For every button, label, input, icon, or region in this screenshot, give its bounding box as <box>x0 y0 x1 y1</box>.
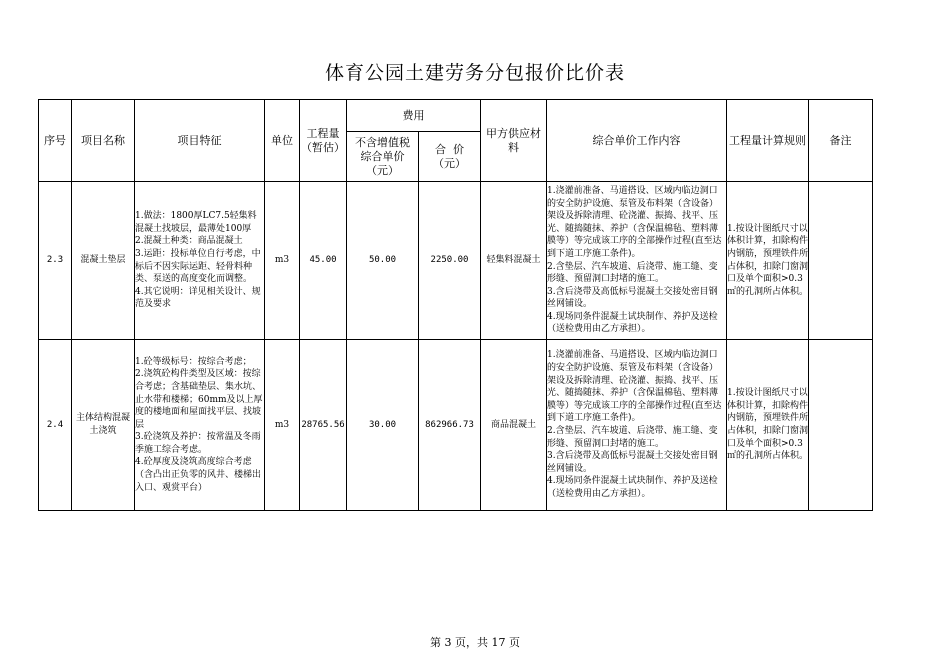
page-footer: 第 3 页，共 17 页 <box>430 636 520 649</box>
row-unit: m3 <box>265 182 300 340</box>
row-work-content: 1.浇灌前准备、马道搭设、区域内临边洞口的安全防护设施、泵管及布料架（含设备）架设及拆除清理、砼浇灌、振捣、找平、压光、随捣随抹、养护（含保温棉毡、塑料薄膜等）等完成该工序的全部操作过程(直至达到下道工序施工条件)。 2.含垫层、汽车坡道、后浇带、施工缝、变形缝、预留洞口封堵的施工。 3.含后浇带及高低标号混凝土交接处密目钢丝网铺设。 4.现场同条件混凝土试块制作、养护及送检（送检费用由乙方承担）。 <box>547 340 727 511</box>
header-seq: 序号 <box>39 100 72 182</box>
row-features: 1.砼等级标号：按综合考虑； 2.浇筑砼构件类型及区域：按综合考虑；含基础垫层、集水坑、止水带和楼梯；60mm及以上厚度的楼地面和屋面找平层、找坡层 3.砼浇筑及养护：按常温及冬雨季施工综合考虑。 4.砼厚度及浇筑高度综合考虑（含凸出正负零的风井、楼梯出入口、观赏平台） <box>135 340 265 511</box>
header-fee: 费用 <box>347 100 481 132</box>
row-qty: 45.00 <box>300 182 347 340</box>
row-remark <box>809 340 873 511</box>
row-unit-price: 30.00 <box>347 340 419 511</box>
row-qty: 28765.56 <box>300 340 347 511</box>
row-supplied: 商品混凝土 <box>481 340 547 511</box>
header-row-1 <box>39 100 873 132</box>
header-features: 项目特征 <box>135 100 265 182</box>
row-unit: m3 <box>265 340 300 511</box>
row-supplied: 轻集料混凝土 <box>481 182 547 340</box>
row-work-content: 1.浇灌前准备、马道搭设、区域内临边洞口的安全防护设施、泵管及布料架（含设备）架设及拆除清理、砼浇灌、振捣、找平、压光、随捣随抹、养护（含保温棉毡、塑料薄膜等）等完成该工序的全部操作过程(直至达到下道工序施工条件)。 2.含垫层、汽车坡道、后浇带、施工缝、变形缝、预留洞口封堵的施工。 3.含后浇带及高低标号混凝土交接处密目钢丝网铺设。 4.现场同条件混凝土试块制作、养护及送检（送检费用由乙方承担）。 <box>547 182 727 340</box>
row-total: 2250.00 <box>419 182 481 340</box>
row-rules: 1.按设计图纸尺寸以体积计算，扣除构件内钢筋，预埋铁件所占体积，扣除门窗洞口及单个面积>0.3㎡的孔洞所占体积。 <box>727 182 809 340</box>
header-name: 项目名称 <box>72 100 135 182</box>
row-total: 862966.73 <box>419 340 481 511</box>
row-seq: 2.4 <box>39 340 72 511</box>
header-remark: 备注 <box>809 100 873 182</box>
row-unit-price: 50.00 <box>347 182 419 340</box>
row-seq: 2.3 <box>39 182 72 340</box>
header-work-content: 综合单价工作内容 <box>547 100 727 182</box>
row-rules: 1.按设计图纸尺寸以体积计算，扣除构件内钢筋，预埋铁件所占体积，扣除门窗洞口及单个面积>0.3㎡的孔洞所占体积。 <box>727 340 809 511</box>
table-row <box>39 182 873 340</box>
row-name: 混凝土垫层 <box>72 182 135 340</box>
header-unit-price: 不含增值税 综合单价 （元） <box>347 132 419 182</box>
row-remark <box>809 182 873 340</box>
header-qty: 工程量 （暂估） <box>300 100 347 182</box>
page-title: 体育公园土建劳务分包报价比价表 <box>324 62 625 84</box>
row-name: 主体结构混凝土浇筑 <box>72 340 135 511</box>
header-total: 合 价 （元） <box>419 132 481 182</box>
table-row <box>39 340 873 511</box>
header-rules: 工程量计算规则 <box>727 100 809 182</box>
row-features: 1.做法：1800厚LC7.5轻集料混凝土找坡层，最薄处100厚 2.混凝土种类：商品混凝土 3.运距：投标单位自行考虑，中标后不因实际运距、轻骨料种类、泵送的高度变化而调整。 4.其它说明：详见相关设计、规范及要求 <box>135 182 265 340</box>
quote-comparison-table <box>38 99 873 511</box>
header-supplied: 甲方供应材 料 <box>481 100 547 182</box>
header-unit: 单位 <box>265 100 300 182</box>
